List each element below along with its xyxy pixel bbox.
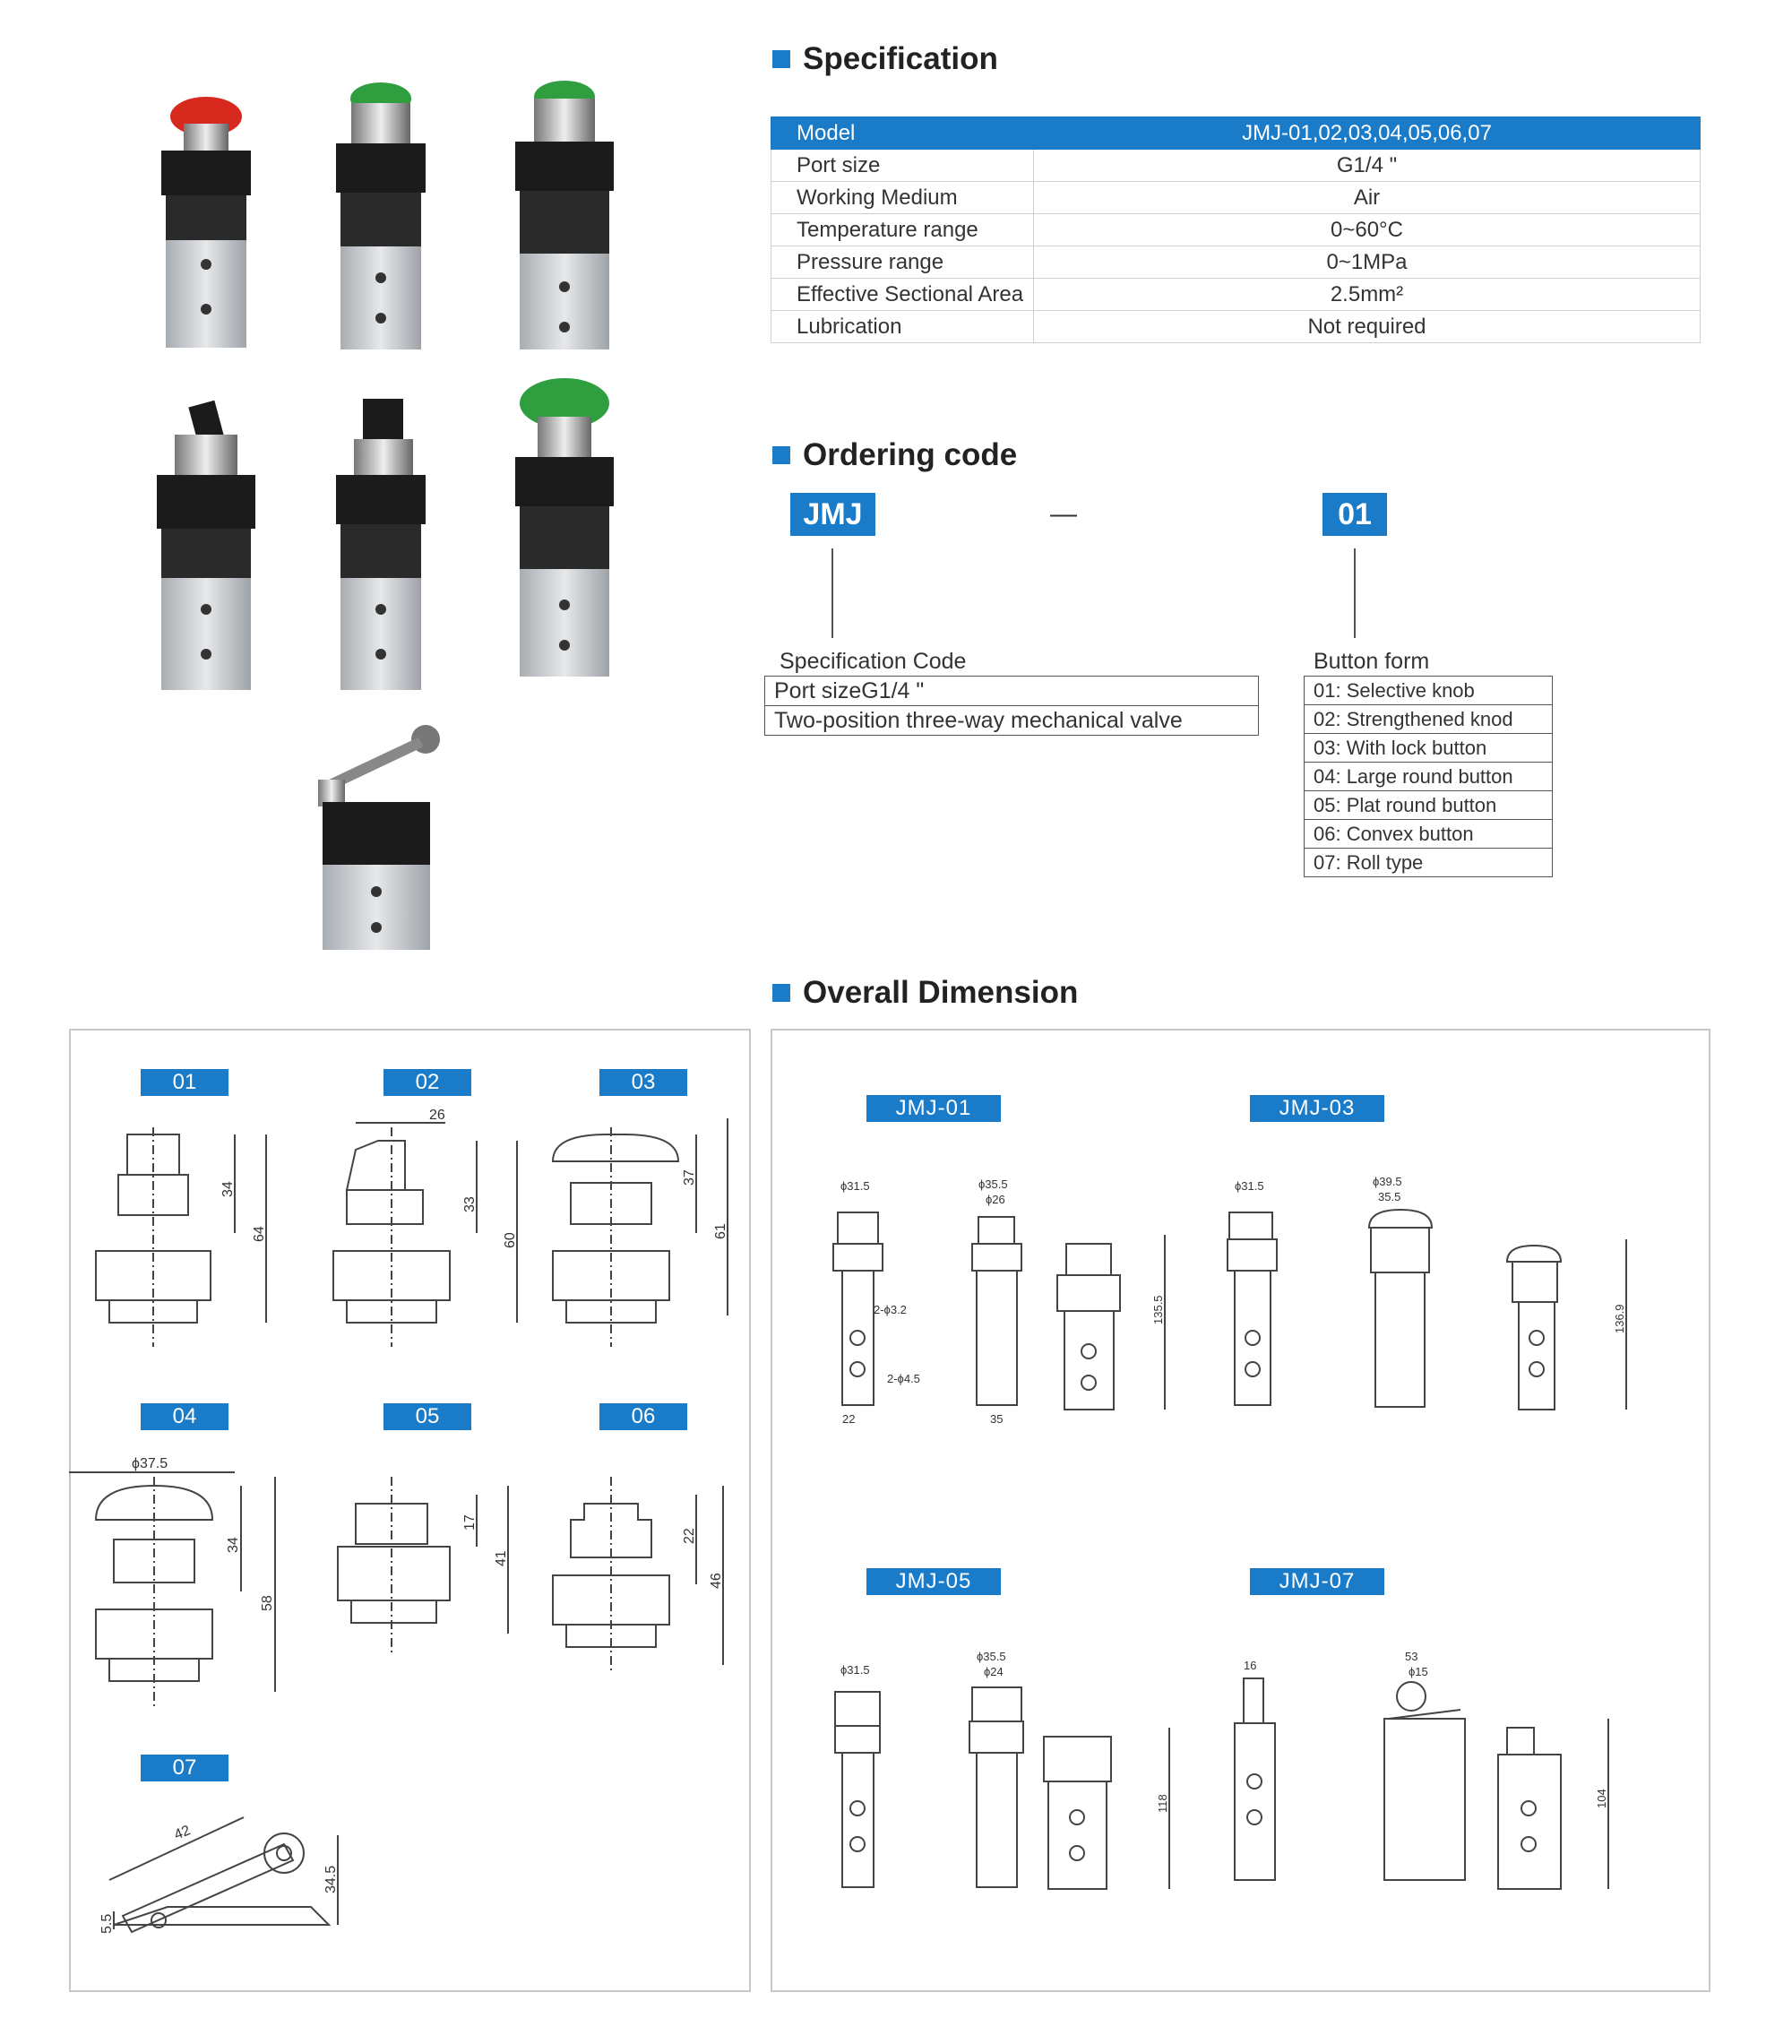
product-photos <box>134 72 636 959</box>
button-form-box <box>1304 676 1553 877</box>
spec-value: Not required <box>1034 311 1701 343</box>
spec-header-label: Model <box>771 117 1034 150</box>
valve-photo-selector-knob <box>157 401 255 690</box>
spec-row <box>771 246 1701 279</box>
drawing-jmj-03 <box>1228 1175 1626 1410</box>
square-bullet-icon <box>772 446 790 464</box>
valve-photo-knurled-knob <box>336 399 426 690</box>
dim-text: 58 <box>260 1595 275 1611</box>
code-separator: — <box>1050 499 1077 529</box>
overall-title: Overall Dimension <box>803 975 1079 1010</box>
code-badge-01: 01 <box>1322 493 1387 536</box>
drawing-05 <box>338 1477 509 1656</box>
dim-text: ϕ39.5 <box>1373 1175 1402 1188</box>
dim-text: 42 <box>172 1823 193 1843</box>
dim-text: 118 <box>1156 1794 1169 1813</box>
dim-text: 35 <box>990 1412 1004 1426</box>
dim-text: ϕ15 <box>1409 1665 1428 1678</box>
dim-text: 53 <box>1405 1650 1418 1663</box>
button-form-row: 05: Plat round button <box>1305 791 1552 820</box>
dim-text: 26 <box>429 1108 445 1123</box>
valve-photo-red-mushroom <box>161 97 251 348</box>
dim-text: 5.5 <box>99 1913 115 1934</box>
spec-row <box>771 279 1701 311</box>
spec-code-row: Port sizeG1/4 " <box>765 677 1258 706</box>
spec-header-value: JMJ-01,02,03,04,05,06,07 <box>1034 117 1701 150</box>
label-jmj-01: JMJ-01 <box>866 1095 1001 1122</box>
label-05: 05 <box>383 1403 471 1430</box>
dim-text: 60 <box>503 1232 518 1248</box>
spec-row <box>771 311 1701 343</box>
dim-text: 33 <box>462 1196 478 1212</box>
square-bullet-icon <box>772 50 790 68</box>
label-04: 04 <box>141 1403 228 1430</box>
spec-row <box>771 182 1701 214</box>
spec-row <box>771 214 1701 246</box>
drawing-04 <box>69 1456 275 1710</box>
label-jmj-03: JMJ-03 <box>1250 1095 1384 1122</box>
specification-table <box>771 116 1701 343</box>
button-form-row: 04: Large round button <box>1305 763 1552 791</box>
dim-text: 35.5 <box>1378 1190 1401 1203</box>
dim-text: 22 <box>682 1528 697 1544</box>
code-badge-jmj: JMJ <box>790 493 875 536</box>
spec-code-row: Two-position three-way mechanical valve <box>774 708 1183 733</box>
leader-line <box>831 548 833 638</box>
dim-text: 104 <box>1595 1789 1608 1808</box>
dim-text: 22 <box>842 1412 856 1426</box>
dim-text: 34 <box>226 1537 241 1553</box>
label-01: 01 <box>141 1069 228 1096</box>
button-form-row: 01: Selective knob <box>1305 677 1552 705</box>
specification-heading <box>772 41 998 77</box>
drawing-01 <box>96 1127 267 1347</box>
dim-text: 136.9 <box>1613 1304 1626 1333</box>
valve-dimension-drawings <box>771 1029 1707 1988</box>
dim-text: ϕ35.5 <box>977 1650 1006 1663</box>
leader-line <box>1354 548 1356 638</box>
label-02: 02 <box>383 1069 471 1096</box>
spec-label: Temperature range <box>771 214 1034 246</box>
spec-label: Working Medium <box>771 182 1034 214</box>
valve-photo-green-lock <box>515 81 614 349</box>
dim-text: ϕ31.5 <box>1235 1179 1264 1193</box>
spec-label: Pressure range <box>771 246 1034 279</box>
overall-heading <box>772 975 1078 1011</box>
spec-value: Air <box>1034 182 1701 214</box>
dim-text: ϕ31.5 <box>840 1179 870 1193</box>
dim-text: ϕ31.5 <box>840 1663 870 1677</box>
dim-text: ϕ35.5 <box>978 1177 1008 1191</box>
dim-text: 34 <box>220 1181 236 1197</box>
drawing-jmj-01 <box>833 1177 1165 1426</box>
spec-header-row <box>771 117 1701 150</box>
dim-text: 61 <box>713 1223 728 1239</box>
button-form-row: 02: Strengthened knod <box>1305 705 1552 734</box>
spec-row <box>771 150 1701 182</box>
button-form-row: 07: Roll type <box>1314 851 1424 874</box>
dim-text: ϕ37.5 <box>132 1456 168 1471</box>
drawing-03 <box>553 1118 728 1347</box>
drawing-jmj-05 <box>835 1650 1169 1889</box>
button-dimension-drawings <box>69 1029 747 1988</box>
label-jmj-05: JMJ-05 <box>866 1568 1001 1595</box>
spec-value: G1/4 " <box>1034 150 1701 182</box>
spec-code-box <box>764 676 1259 736</box>
dim-text: 16 <box>1244 1659 1257 1672</box>
dim-text: 135.5 <box>1151 1295 1165 1324</box>
valve-photo-roller-lever <box>318 725 440 950</box>
spec-value: 0~60°C <box>1034 214 1701 246</box>
drawing-07 <box>99 1817 339 1934</box>
spec-code-title: Specification Code <box>780 649 967 674</box>
valve-photo-green-flat <box>336 82 426 349</box>
dim-text: ϕ24 <box>984 1665 1004 1678</box>
drawing-06 <box>553 1477 724 1674</box>
dim-text: 37 <box>682 1169 697 1186</box>
label-jmj-07: JMJ-07 <box>1250 1568 1384 1595</box>
specification-title: Specification <box>803 41 998 76</box>
button-form-row: 03: With lock button <box>1305 734 1552 763</box>
square-bullet-icon <box>772 984 790 1002</box>
spec-label: Effective Sectional Area <box>771 279 1034 311</box>
spec-value: 2.5mm² <box>1034 279 1701 311</box>
button-form-row: 06: Convex button <box>1305 820 1552 849</box>
label-03: 03 <box>599 1069 687 1096</box>
ordering-heading <box>772 437 1017 473</box>
dim-text: 64 <box>252 1226 267 1242</box>
spec-label: Lubrication <box>771 311 1034 343</box>
drawing-jmj-07 <box>1235 1650 1608 1889</box>
valve-photo-green-mushroom <box>515 378 614 677</box>
label-07: 07 <box>141 1755 228 1781</box>
spec-value: 0~1MPa <box>1034 246 1701 279</box>
button-form-title: Button form <box>1314 649 1430 674</box>
ordering-title: Ordering code <box>803 437 1018 472</box>
dim-text: 2-ϕ4.5 <box>887 1372 920 1385</box>
spec-label: Port size <box>771 150 1034 182</box>
dim-text: 41 <box>494 1550 509 1566</box>
dim-text: 2-ϕ3.2 <box>874 1303 907 1316</box>
dim-text: 34.5 <box>323 1865 339 1893</box>
label-06: 06 <box>599 1403 687 1430</box>
drawing-02 <box>333 1108 518 1347</box>
dim-text: ϕ26 <box>986 1193 1005 1206</box>
dim-text: 46 <box>709 1573 724 1589</box>
dim-text: 17 <box>462 1514 478 1531</box>
